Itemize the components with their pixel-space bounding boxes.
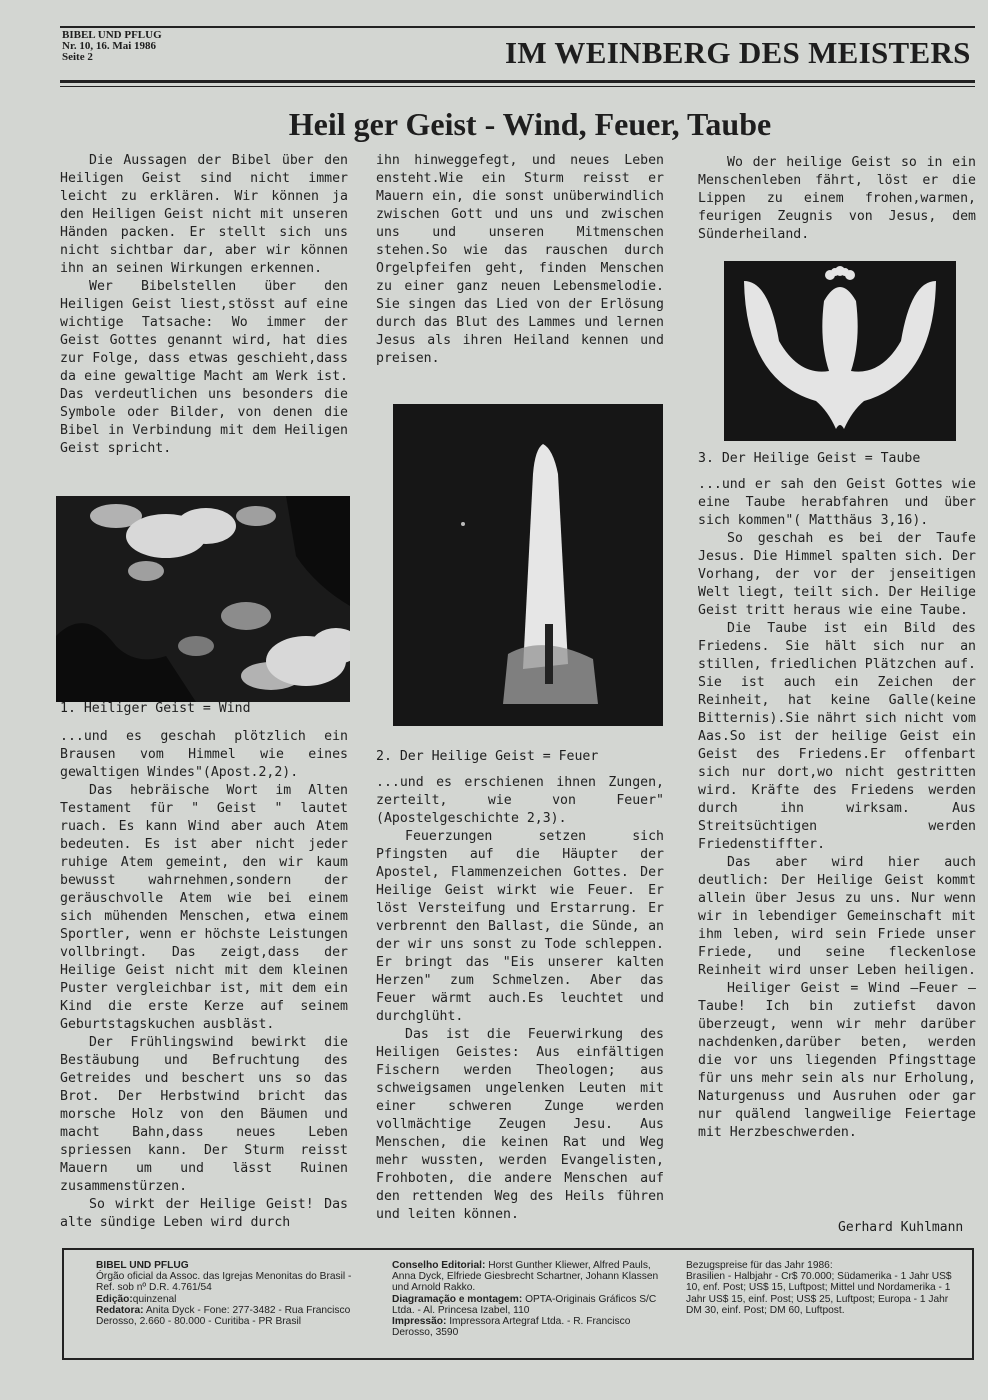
masthead-rule bbox=[60, 80, 975, 83]
fire-photo bbox=[393, 404, 663, 726]
paragraph: Die Aussagen der Bibel über den Heiligen Geist sind nicht immer leicht zu erklären. Wir können ja den Heiligen Geist nicht mit unseren Händen packen. Er stellt sich uns nicht sichtbar dar, aber wir können ihn an seinen Wirkungen erkennen. bbox=[60, 153, 348, 276]
paragraph: Die Taube ist ein Bild des Friedens. Sie hält sich nur an stillen, friedlichen Plätzchen auf. Sie ist auch ein Zeichen der Reinheit, hat keine Galle(keine Bitternis).Sie nährt sich nicht vom Aas.So ist der heilige Geist ein Geist des Friedens.Er offenbart sich nur dort,wo nicht gestritten wird. Kräfte des Friedens werden durch ihn wirksam. Aus Streitsüchtigen werden Friedenstiffter. bbox=[698, 621, 976, 852]
column-3-text bbox=[698, 154, 976, 244]
column-1-text bbox=[60, 152, 348, 458]
paragraph: Das aber wird hier auch deutlich: Der Heilige Geist kommt allein über Jesus zu uns. Nur wenn wir in lebendiger Gemeinschaft mit ihm leben, wird sein Friede unser Friede, und seine fleckenlose Reinheit wird unser Leben heiligen. bbox=[698, 855, 976, 978]
edicao-value: quinzenal bbox=[132, 1293, 177, 1305]
redatora-value: Anita Dyck - Fone: 277-3482 - Rua Francisco Derosso, 2.660 - 80.000 - Curitiba - PR Brasil bbox=[96, 1304, 351, 1328]
column-1-continued bbox=[60, 728, 348, 1232]
column-2-text bbox=[376, 152, 664, 368]
impressum-organ: Órgão oficial da Assoc. das Igrejas Menonitas do Brasil - Ref. sob nº D.R. 4.761/54 bbox=[96, 1271, 352, 1294]
masthead-info bbox=[62, 30, 202, 63]
paragraph: So wirkt der Heilige Geist! Das alte sündige Leben wird durch bbox=[60, 1197, 348, 1230]
paragraph: Der Frühlingswind bewirkt die Bestäubung und Befruchtung des Getreides und beschert uns so das Brot. Der Herbstwind bricht das morsche Holz von den Bäumen und macht Bahn,dass neues Leben spriessen kann. Der Sturm reisst Mauern um und lässt Ruinen zusammenstürzen. bbox=[60, 1035, 348, 1194]
bible-quote: ...und es geschah plötzlich ein Brausen vom Himmel wie eines gewaltigen Windes"(Apost.2,2). bbox=[60, 729, 348, 780]
paragraph: Das ist die Feuerwirkung des Heiligen Geistes: Aus einfältigen Fischern werden Theologen; aus schweigsamen ungelenken Leuten mit einer schweren Zunge werden vollmächtige Zeugen Jesu. Aus Menschen, die keinen Rat und Weg mehr wussten, werden Evangelisten, Frohboten, die andere Menschen auf den rettenden Weg des Heils führen und leiten können. bbox=[376, 1027, 664, 1222]
caption-fire: 2. Der Heilige Geist = Feuer bbox=[376, 749, 599, 764]
bible-quote: ...und er sah den Geist Gottes wie eine Taube herabfahren und über sich kommen"( Matthäus 3,16). bbox=[698, 477, 976, 528]
paragraph: So geschah es bei der Taufe Jesus. Die Himmel spalten sich. Der Vorhang, der vor der jenseitigen Welt liegt, teilt sich. Der Heilige Geist tritt heraus wie eine Taube. bbox=[698, 531, 976, 618]
bible-quote: ...und es erschienen ihnen Zungen, zerteilt, wie von Feuer" (Apostelgeschichte 2,3). bbox=[376, 775, 664, 826]
page-number: Seite 2 bbox=[62, 51, 93, 63]
paragraph: Wer Bibelstellen über den Heiligen Geist liest,stösst auf eine wichtige Tatsache: Wo immer der Geist Gottes genannt wird, hat dies zur Folge, dass etwas geschieht,dass da eine gewaltige Macht am Werk ist. Das verdeutlichen uns besonders die Symbole oder Bilder, von denen die Bibel in Verbindung mit dem Heiligen Geist spricht. bbox=[60, 279, 348, 456]
paper-name: BIBEL UND PFLUG bbox=[62, 29, 162, 41]
impressum-right bbox=[686, 1260, 954, 1316]
dove-photo bbox=[724, 261, 956, 441]
impressao-value: Impressora Artegraf Ltda. - R. Francisco Derosso, 3590 bbox=[392, 1316, 631, 1339]
section-title: IM WEINBERG DES MEISTERS bbox=[505, 35, 971, 70]
conselho-value: Horst Gunther Kliewer, Alfred Pauls, Anna Dyck, Elfriede Giesbrecht Schartner, Johann Klassen und Arnold Rakko. bbox=[392, 1260, 659, 1294]
paragraph: Wo der heilige Geist so in ein Menschenleben fährt, löst er die Lippen zu einem frohen,warmen, feurigen Zeugnis von Jesus, dem Sünderheiland. bbox=[698, 155, 976, 242]
article-headline: Heil ger Geist - Wind, Feuer, Taube bbox=[288, 106, 772, 142]
diagramacao-value: OPTA-Originais Gráficos S/C Ltda. - Al. Princesa Izabel, 110 bbox=[392, 1293, 657, 1316]
impressum-middle bbox=[392, 1260, 660, 1338]
issue-date: Nr. 10, 16. Mai 1986 bbox=[62, 40, 157, 52]
caption-wind: 1. Heiliger Geist = Wind bbox=[60, 701, 251, 716]
label-diagramacao: Diagramação e montagem: bbox=[392, 1293, 523, 1305]
label-impressao: Impressão: bbox=[392, 1316, 447, 1328]
prices-label: Bezugspreise für das Jahr 1986: bbox=[686, 1260, 833, 1271]
masthead-rule-thin bbox=[60, 86, 975, 87]
column-2-continued bbox=[376, 774, 664, 1224]
paragraph: Heiliger Geist = Wind —Feuer — Taube! Ich bin zutiefst davon überzeugt, wenn wir mehr darüber nachdenken,darüber beten, werden die vor uns liegenden Pfingsttage für uns mehr sein als nur Erholung, Naturgenuss und Ausruhen oder gar nur quälend langweilige Feiertage mit Herzbeschwerden. bbox=[698, 981, 976, 1140]
caption-dove: 3. Der Heilige Geist = Taube bbox=[698, 451, 921, 466]
wind-photo bbox=[56, 496, 350, 702]
label-redatora: Redatora: bbox=[96, 1304, 144, 1316]
top-rule bbox=[60, 26, 975, 28]
paragraph: Feuerzungen setzen sich Pfingsten auf die Häupter der Apostel, Flammenzeichen Gottes. Der Heilige Geist wirkt wie Feuer. Er löst Versteifung und Erstarrung. Er verbrennt den Ballast, die Sünde, an der wir uns sonst zu Tode schleppen. Er bringt das "Eis unserer kalten Herzen" zum Schmelzen. Aber das Feuer wärmt auch.Es leuchtet und durchglüht. bbox=[376, 829, 664, 1024]
paragraph: ihn hinweggefegt, und neues Leben ensteht.Wie ein Sturm reisst er Mauern ein, die sonst unüberwindlich zwischen Gott und uns und zwischen uns und unseren Mitmenschen stehen.So wie das rauschen durch Orgelpfeifen geht, finden Menschen zu einer ganz neuen Lebensmelodie. Sie singen das Lied von der Erlösung durch das Blut des Lammes und lernen Jesus als ihren Heiland kennen und preisen. bbox=[376, 153, 664, 366]
label-conselho: Conselho Editorial: bbox=[392, 1260, 486, 1271]
impressum-title: BIBEL UND PFLUG bbox=[96, 1260, 189, 1271]
label-edicao: Edição: bbox=[96, 1293, 133, 1305]
column-3-continued bbox=[698, 476, 976, 1142]
impressum-left bbox=[96, 1260, 366, 1327]
author-signature: Gerhard Kuhlmann bbox=[838, 1220, 964, 1235]
paragraph: Das hebräische Wort im Alten Testament für " Geist " lautet ruach. Es kann Wind aber auch Atem bedeuten. Es ist aber nicht jeder ruhige Atem gemeint, den wir kaum bewusst wahrnehmen,sondern der geräuschvolle Atem wie bei einem sich mühenden Menschen, etwa einem Sportler, wenn er höchste Leistungen vollbringt. Das zeigt,dass der Heilige Geist nicht mit dem kleinen Puster vergleichbar ist, mit dem ein Kind die erste Kerze auf seinem Geburtstagskuchen ausbläst. bbox=[60, 783, 348, 1032]
prices-text: Brasilien - Halbjahr - Cr$ 70.000; Südamerika - 1 Jahr US$ 10, enf. Post; US$ 15, Luftpost; Mittel und Nordamerika - 1 Jahr US$ 15, einf. Post; US$ 25, Luftpost; Europa - 1 Jahr DM 30, einf. Post; DM 60, Luftpost. bbox=[686, 1271, 952, 1316]
